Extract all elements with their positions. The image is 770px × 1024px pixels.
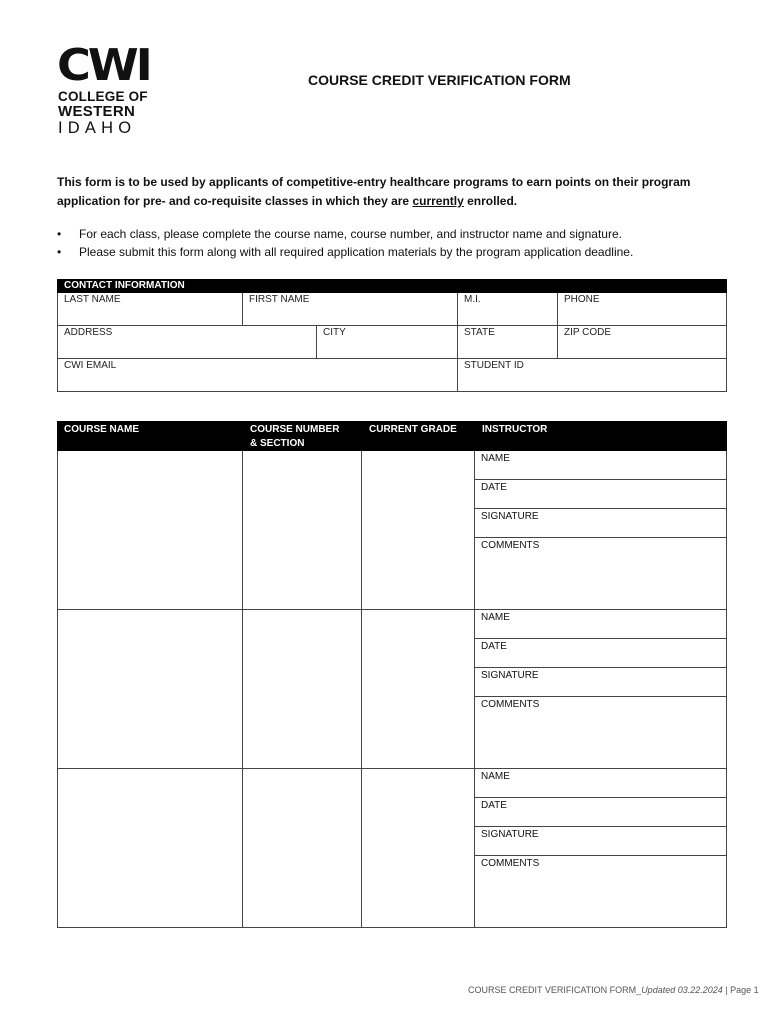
city-field[interactable]: CITY	[317, 326, 458, 359]
address-field[interactable]: ADDRESS	[57, 326, 317, 359]
instructor-header: INSTRUCTOR	[482, 424, 548, 435]
course-name-cell[interactable]	[57, 451, 243, 610]
instructor-cell	[475, 769, 727, 928]
footer-form-name: COURSE CREDIT VERIFICATION FORM_	[468, 985, 642, 995]
intro-underlined: currently	[412, 194, 464, 208]
course-entry-row	[57, 610, 727, 769]
course-number-cell[interactable]	[243, 610, 362, 769]
footer-page-number: | Page 1	[722, 985, 759, 995]
current-grade-cell[interactable]	[362, 769, 475, 928]
cwi-logo-mark: CWI	[57, 40, 150, 91]
instructor-comments-field[interactable]: COMMENTS	[481, 699, 540, 710]
instruction-item: • For each class, please complete the course name, course number, and instructor name and signature.	[57, 225, 737, 243]
form-title: COURSE CREDIT VERIFICATION FORM	[308, 72, 571, 88]
state-field[interactable]: STATE	[458, 326, 558, 359]
footer-updated-date: Updated 03.22.2024	[641, 985, 723, 995]
instructor-name-field[interactable]: NAME	[475, 610, 726, 639]
course-entry-row	[57, 769, 727, 928]
student-id-field[interactable]: STUDENT ID	[458, 359, 727, 392]
instructor-name-field[interactable]: NAME	[475, 451, 726, 480]
instructor-signature-field[interactable]: SIGNATURE	[475, 827, 726, 856]
zip-code-field[interactable]: ZIP CODE	[558, 326, 727, 359]
current-grade-header: CURRENT GRADE	[369, 424, 457, 435]
current-grade-cell[interactable]	[362, 451, 475, 610]
logo-line-idaho: IDAHO	[58, 119, 137, 137]
page-footer	[468, 985, 759, 995]
first-name-field[interactable]: FIRST NAME	[243, 293, 458, 326]
instructor-date-field[interactable]: DATE	[475, 798, 726, 827]
instructor-date-field[interactable]: DATE	[475, 639, 726, 668]
instructor-comments-field[interactable]: COMMENTS	[481, 540, 540, 551]
instructor-cell	[475, 451, 727, 610]
phone-field[interactable]: PHONE	[558, 293, 727, 326]
current-grade-cell[interactable]	[362, 610, 475, 769]
course-number-cell[interactable]	[243, 769, 362, 928]
course-entry-row	[57, 451, 727, 610]
intro-text: This form is to be used by applicants of competitive-entry healthcare programs to earn points on their program application for pre- and co-requisite classes in which they are	[57, 175, 691, 208]
instructor-name-field[interactable]: NAME	[475, 769, 726, 798]
instruction-item: • Please submit this form along with all required application materials by the program application deadline.	[57, 243, 737, 261]
course-name-header: COURSE NAME	[64, 424, 140, 435]
intro-text-end: enrolled.	[463, 194, 518, 208]
instructor-comments-field[interactable]: COMMENTS	[481, 858, 540, 869]
contact-header: CONTACT INFORMATION	[57, 279, 727, 293]
instructor-date-field[interactable]: DATE	[475, 480, 726, 509]
middle-initial-field[interactable]: M.I.	[458, 293, 558, 326]
logo-line-western: WESTERN	[58, 103, 136, 120]
contact-information-table	[57, 279, 727, 392]
course-name-cell[interactable]	[57, 610, 243, 769]
course-name-cell[interactable]	[57, 769, 243, 928]
logo-line-college-of: COLLEGE OF	[58, 89, 148, 104]
course-table-header	[57, 421, 727, 451]
last-name-field[interactable]: LAST NAME	[57, 293, 243, 326]
course-number-cell[interactable]	[243, 451, 362, 610]
cwi-email-field[interactable]: CWI EMAIL	[57, 359, 458, 392]
course-number-header-line1: COURSE NUMBER	[250, 424, 340, 435]
instructor-signature-field[interactable]: SIGNATURE	[475, 668, 726, 697]
intro-paragraph	[57, 173, 717, 211]
instruction-list	[57, 225, 737, 261]
instructor-cell	[475, 610, 727, 769]
course-number-header	[243, 421, 362, 451]
instructor-signature-field[interactable]: SIGNATURE	[475, 509, 726, 538]
course-table	[57, 421, 727, 928]
course-number-header-line2: & SECTION	[250, 438, 305, 449]
